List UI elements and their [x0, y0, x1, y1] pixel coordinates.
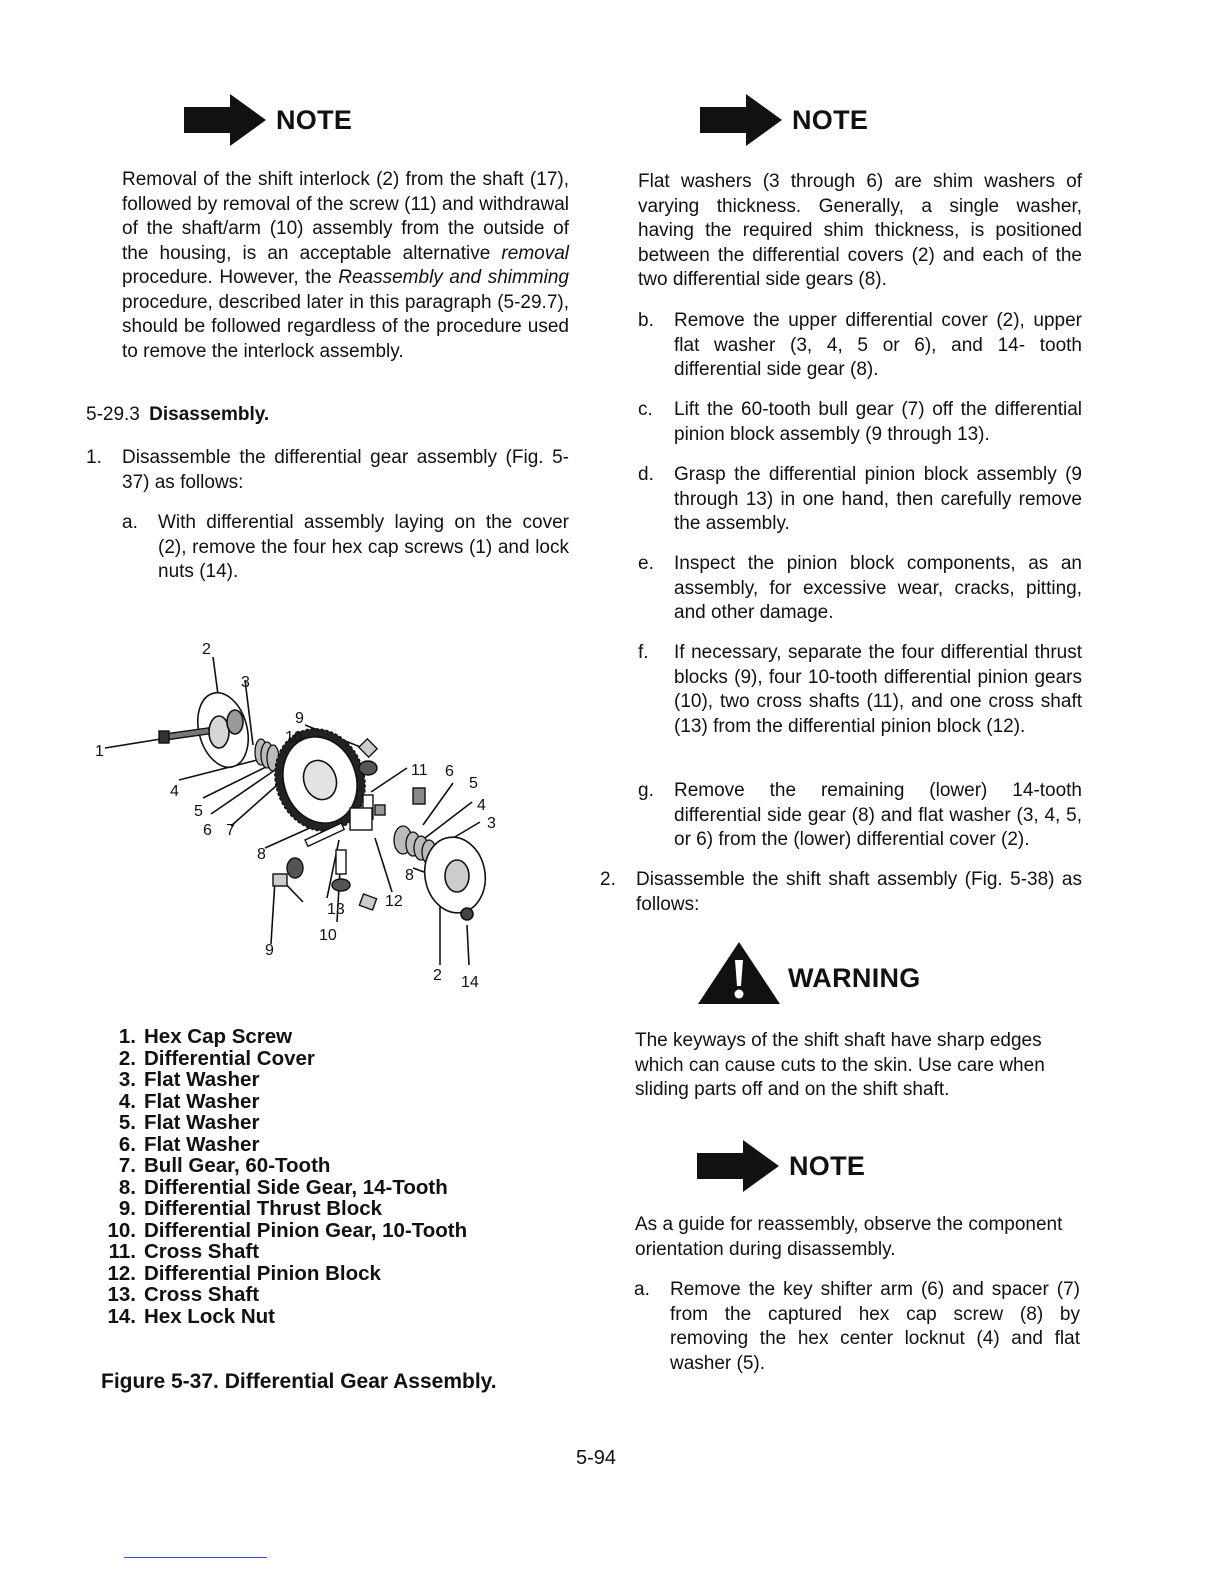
callout: 5 — [469, 775, 478, 792]
warning-text: The keyways of the shift shaft have sharp edges which can cause cuts to the skin. Use care when sliding parts off and on the shift shaft. — [635, 1030, 1045, 1100]
note-heading — [700, 94, 868, 146]
callout: 8 — [405, 867, 414, 884]
callout: 14 — [461, 974, 479, 991]
legend-item: 8. Differential Side Gear, 14-Tooth — [118, 1175, 448, 1199]
callout: 3 — [487, 815, 496, 832]
callout: 13 — [327, 901, 345, 918]
step-e: e. Inspect the pinion block components, as an assembly, for excessive wear, cracks, pitting, and other damage. — [638, 553, 1082, 623]
note-label: NOTE — [792, 104, 869, 135]
note-text: Removal of the shift interlock (2) from the shaft (17), followed by removal of the screw (11) and withdrawal of the shaft/arm (10) assembly from the outside of the housing, is an acceptable alternative removal procedure. However, the Reassembly and shimming procedure, described later in this paragraph (5-29.7), should be followed regardless of the procedure used to remove the interlock assembly. — [122, 169, 569, 362]
warning-icon — [696, 940, 782, 1006]
legend-item: 5. Flat Washer — [118, 1111, 260, 1134]
callout: 10 — [285, 729, 303, 746]
note-heading — [697, 1140, 865, 1192]
step-2: 2. Disassemble the shift shaft assembly (Fig. 5-38) as follows: — [600, 869, 1082, 915]
figure-caption: Figure 5-37. Differential Gear Assembly. — [101, 1370, 497, 1393]
note-label: NOTE — [789, 1150, 866, 1181]
step-d: d. Grasp the differential pinion block assembly (9 through 13) in one hand, then carefully remove the assembly. — [638, 464, 1082, 534]
step-b: b. Remove the upper differential cover (2), upper flat washer (3, 4, 5 or 6), and 14- tooth differential side gear (8). — [638, 310, 1082, 380]
legend-item: 10. Differential Pinion Gear, 10-Tooth — [107, 1218, 468, 1242]
callout: 10 — [319, 927, 337, 944]
figure-legend — [104, 1026, 564, 1327]
callout: 2 — [433, 967, 442, 984]
callout: 11 — [411, 762, 428, 779]
callout: 9 — [295, 710, 304, 727]
arrow-icon — [697, 1140, 779, 1192]
footer-rule — [124, 1557, 267, 1558]
callout: 5 — [194, 803, 203, 820]
page-number: 5-94 — [576, 1447, 617, 1469]
arrow-icon — [184, 94, 266, 146]
step-g: g. Remove the remaining (lower) 14-tooth differential side gear (8) and flat washer (3, 4, 5, or 6) from the (lower) differential cover (2). — [638, 780, 1082, 850]
step-2a: a. Remove the key shifter arm (6) and spacer (7) from the captured hex cap screw (8) by removing the hex center locknut (4) and flat washer (5). — [634, 1279, 1080, 1374]
section-number: 5-29.3 — [86, 404, 140, 425]
callout: 4 — [477, 797, 486, 814]
legend-item: 11. Cross Shaft — [108, 1240, 260, 1263]
section-title: Disassembly. — [149, 404, 270, 425]
callout: 6 — [445, 763, 454, 780]
callout: 2 — [202, 641, 211, 658]
legend-item: 4. Flat Washer — [118, 1089, 260, 1113]
callout: 9 — [265, 942, 274, 959]
callout: 7 — [226, 822, 235, 839]
callout: 1 — [95, 743, 104, 760]
legend-item: 2. Differential Cover — [118, 1046, 315, 1070]
legend-item: 9. Differential Thrust Block — [118, 1197, 383, 1220]
callout: 12 — [385, 893, 403, 910]
callout: 4 — [170, 783, 179, 800]
callout: 3 — [241, 674, 250, 691]
legend-item: 6. Flat Washer — [118, 1132, 260, 1156]
step-f: f. If necessary, separate the four differential thrust blocks (9), four 10-tooth differential pinion gears (10), two cross shafts (11), and one cross shaft (13) from the differential pinion block (12). — [638, 642, 1082, 737]
section-heading — [86, 403, 269, 427]
callout: 8 — [257, 846, 266, 863]
note-heading — [184, 94, 352, 146]
warning-label: WARNING — [788, 962, 921, 993]
legend-item: 3. Flat Washer — [118, 1068, 260, 1091]
step-1: 1. Disassemble the differential gear assembly (Fig. 5-37) as follows: — [86, 447, 569, 493]
step-c: c. Lift the 60-tooth bull gear (7) off the differential pinion block assembly (9 through 13). — [638, 399, 1082, 445]
legend-item: 13. Cross Shaft — [107, 1283, 260, 1306]
note-text: As a guide for reassembly, observe the component orientation during disassembly. — [635, 1214, 1063, 1260]
legend-item: 1. Hex Cap Screw — [118, 1025, 293, 1048]
legend-item: 14. Hex Lock Nut — [107, 1304, 275, 1328]
step-1a: a. With differential assembly laying on the cover (2), remove the four hex cap screws (1) and lock nuts (14). — [122, 512, 569, 582]
callout: 6 — [203, 822, 212, 839]
warning-heading — [696, 940, 921, 1006]
note-label: NOTE — [276, 104, 353, 135]
legend-item: 7. Bull Gear, 60-Tooth — [118, 1154, 331, 1177]
legend-item: 12. Differential Pinion Block — [107, 1261, 381, 1285]
differential-exploded-diagram — [95, 630, 525, 1000]
arrow-icon — [700, 94, 782, 146]
note-text: Flat washers (3 through 6) are shim washers of varying thickness. Generally, a single washer, having the required shim thickness, is positioned between the differential covers (2) and each of the two differential side gears (8). — [638, 171, 1082, 290]
